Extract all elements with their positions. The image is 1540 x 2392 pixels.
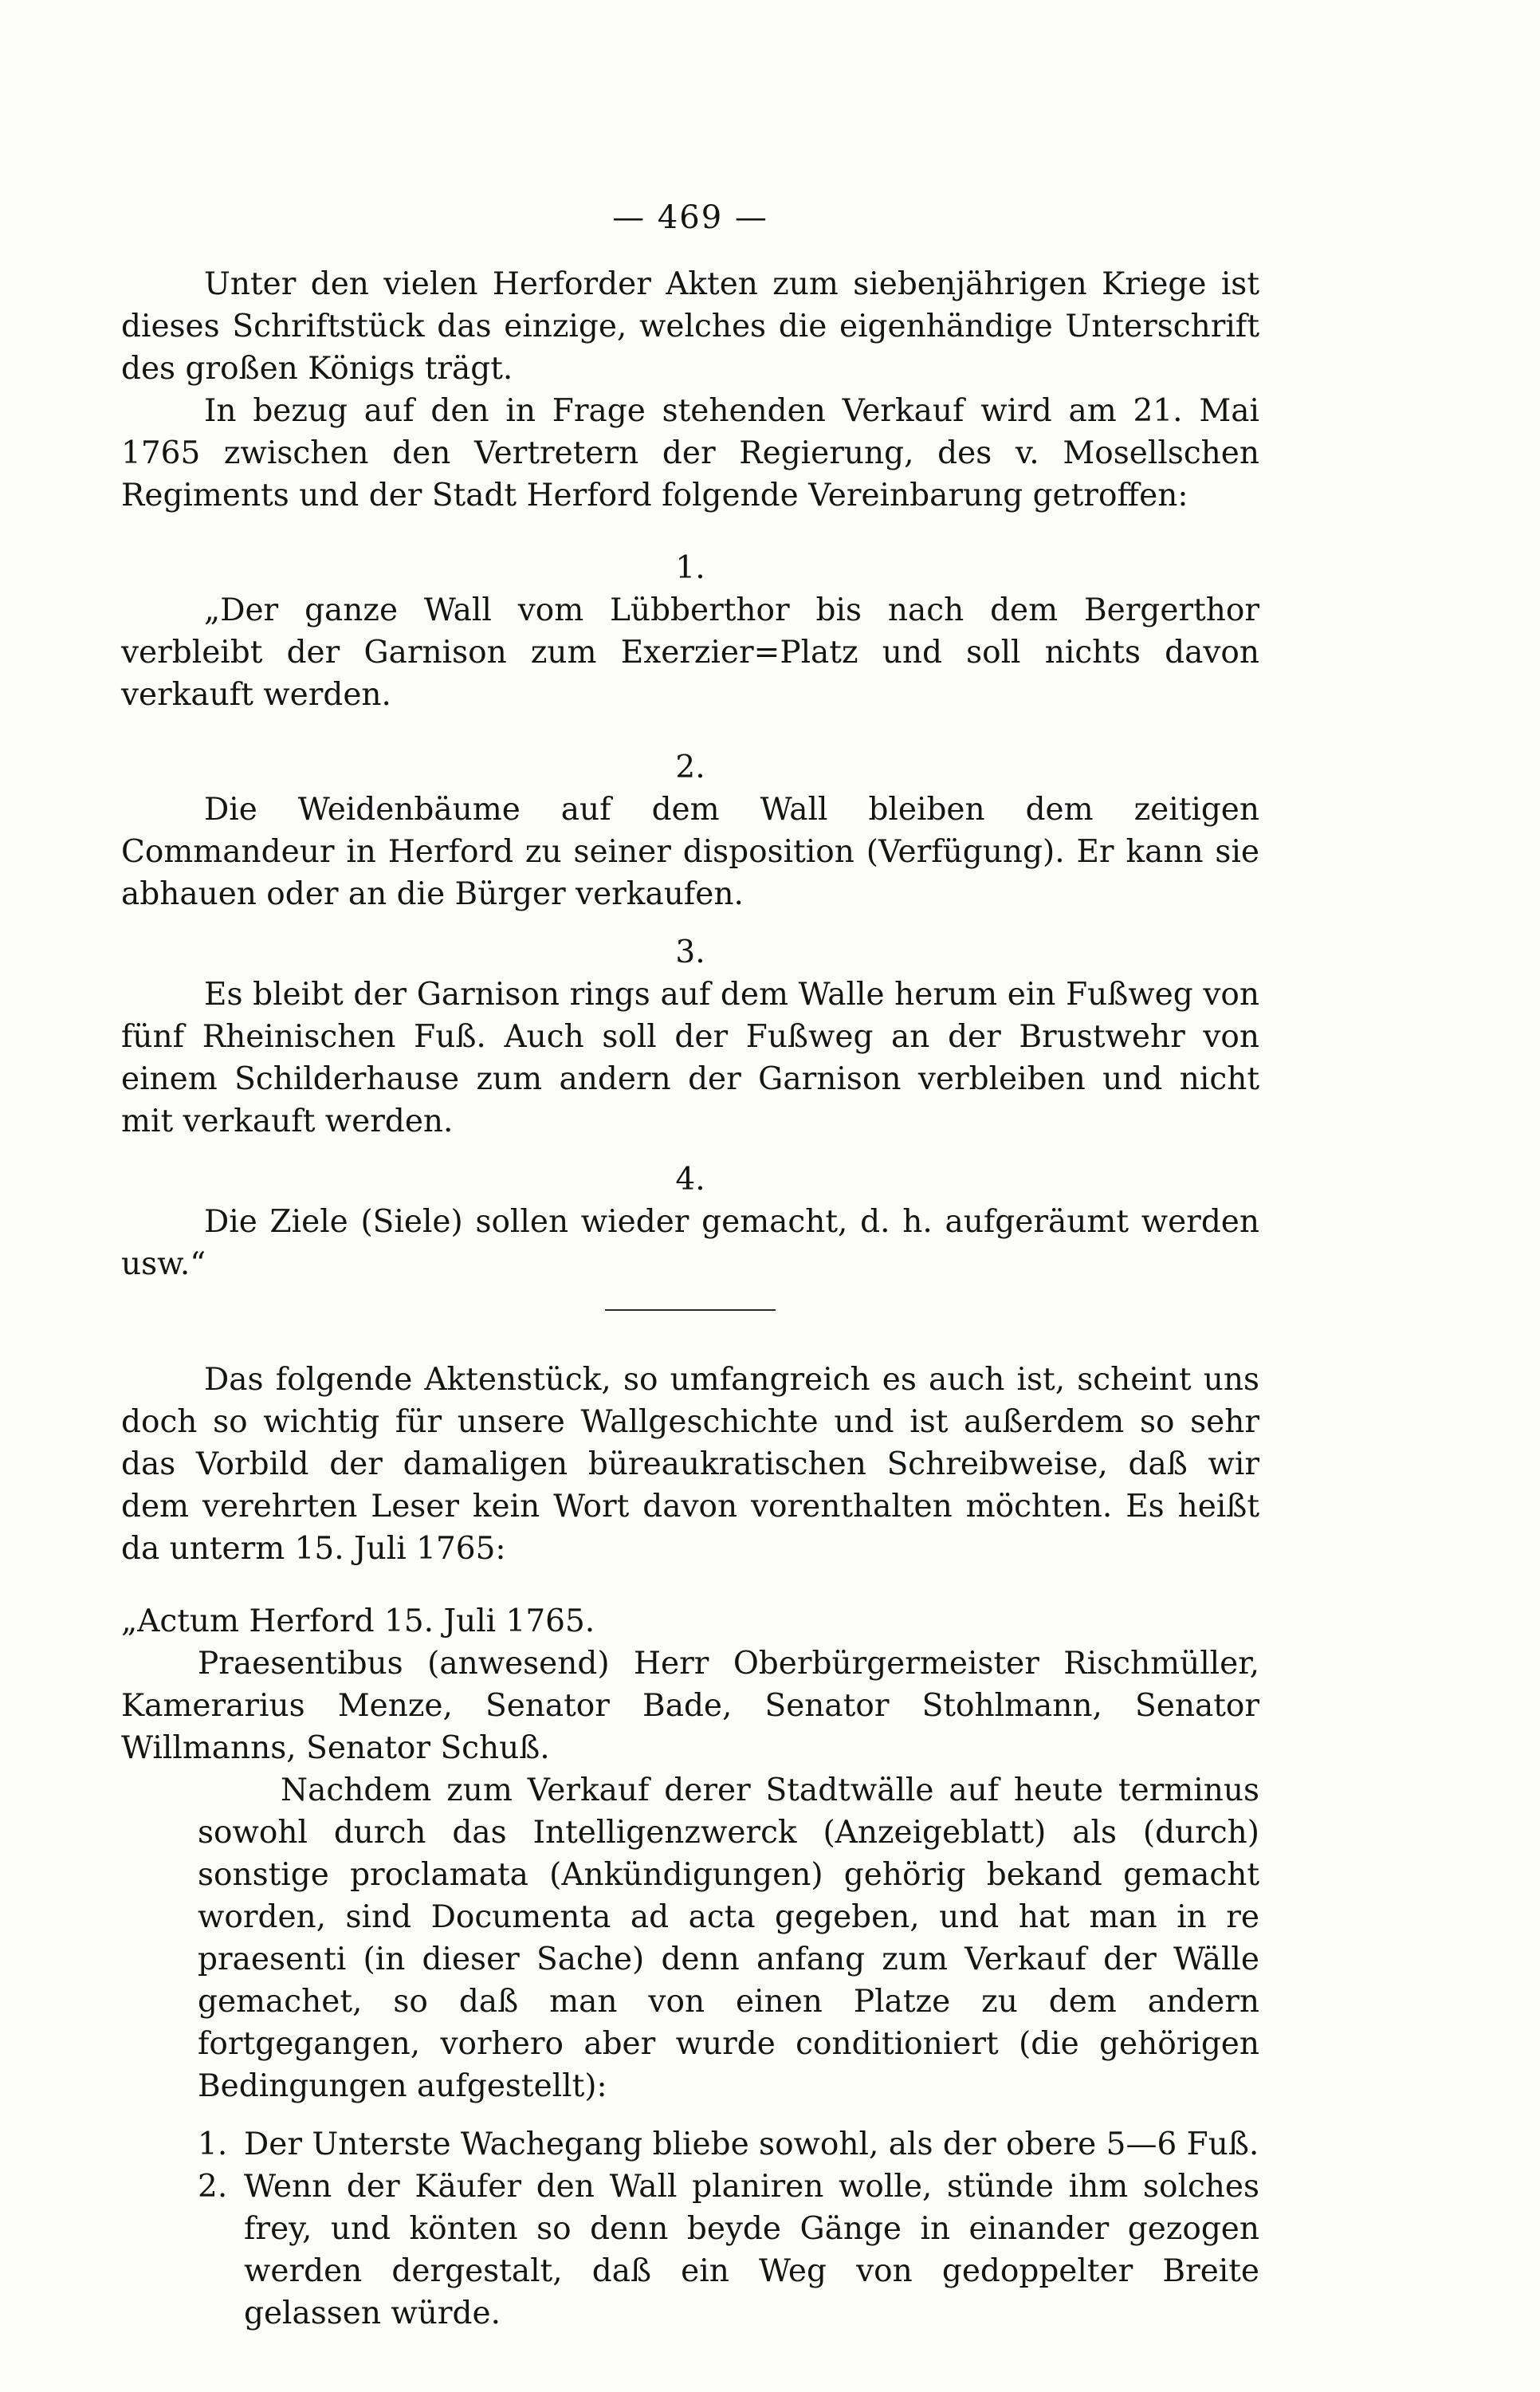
protocol-condition-1-number: 1. xyxy=(198,2126,228,2162)
protocol-condition-2-text: Wenn der Käufer den Wall planiren wolle, stünde ihm solches frey, und könten so denn beyde Gänge in einander gezogen werden dergestalt, daß ein Weg von gedoppelter Breite gelassen würde. xyxy=(244,2169,1259,2331)
section-divider xyxy=(605,1309,776,1311)
protocol-condition-1-text: Der Unterste Wachegang bliebe sowohl, als der obere 5—6 Fuß. xyxy=(244,2126,1259,2162)
agreement-item-3-number: 3. xyxy=(675,934,705,970)
page-content xyxy=(121,199,1259,2335)
agreement-item-1-number: 1. xyxy=(675,550,705,586)
agreement-item-2-number: 2. xyxy=(675,749,705,785)
agreement-item-1-text: „Der ganze Wall vom Lübberthor bis nach dem Bergerthor verbleibt der Garnison zum Exerzier=Platz und soll nichts davon verkauft werden. xyxy=(121,592,1259,713)
page-number: — 469 — xyxy=(612,199,768,236)
agreement-item-4-number: 4. xyxy=(675,1162,705,1198)
intro-paragraph-1: Unter den vielen Herforder Akten zum siebenjährigen Kriege ist dieses Schriftstück das einzige, welches die eigenhändige Unterschrift des großen Königs trägt. xyxy=(121,266,1259,387)
protocol-body-block xyxy=(198,1769,1259,2335)
agreement-section xyxy=(121,547,1259,1285)
protocol-body: Nachdem zum Verkauf derer Stadtwälle auf heute terminus sowohl durch das Intelligenzwerck (Anzeigeblatt) als (durch) sonstige proclamata (Ankündigungen) gehörig bekand gemacht worden, sind Documenta ad acta gegeben, und hat man in re praesenti (in dieser Sache) denn anfang zum Verkauf der Wälle gemachet, so daß man von einen Platze zu dem andern fortgegangen, vorhero aber wurde conditioniert (die gehörigen Bedingungen aufgestellt): xyxy=(198,1772,1259,2104)
intro-to-protocol-paragraph: Das folgende Aktenstück, so umfangreich es auch ist, scheint uns doch so wichtig für unsere Wallgeschichte und ist außerdem so sehr das Vorbild der damaligen büreaukratischen Schreibweise, daß wir dem verehrten Leser kein Wort davon vorenthalten möchten. Es heißt da unterm 15. Juli 1765: xyxy=(121,1362,1259,1567)
protocol-heading: „Actum Herford 15. Juli 1765. xyxy=(121,1603,595,1639)
protocol-condition-1 xyxy=(198,2123,1259,2166)
intro-paragraph-2: In bezug auf den in Frage stehenden Verkauf wird am 21. Mai 1765 zwischen den Vertretern der Regierung, des v. Mosellschen Regiments und der Stadt Herford folgende Vereinbarung getroffen: xyxy=(121,393,1259,513)
protocol-attendees: Praesentibus (anwesend) Herr Oberbürgermeister Rischmüller, Kamerarius Menze, Senator Bade, Senator Stohlmann, Senator Willmanns, Senator Schuß. xyxy=(121,1646,1259,1766)
agreement-item-2-text: Die Weidenbäume auf dem Wall bleiben dem zeitigen Commandeur in Herford zu seiner disposition (Verfügung). Er kann sie abhauen oder an die Bürger verkaufen. xyxy=(121,792,1259,912)
agreement-item-4-text: Die Ziele (Siele) sollen wieder gemacht, d. h. aufgeräumt werden usw.“ xyxy=(121,1204,1259,1282)
protocol-condition-2 xyxy=(198,2166,1259,2335)
protocol-condition-2-number: 2. xyxy=(198,2169,228,2205)
agreement-item-3-text: Es bleibt der Garnison rings auf dem Walle herum ein Fußweg von fünf Rheinischen Fuß. Auch soll der Fußweg an der Brustwehr von einem Schilderhause zum andern der Garnison verbleiben und nicht mit verkauft werden. xyxy=(121,977,1259,1139)
